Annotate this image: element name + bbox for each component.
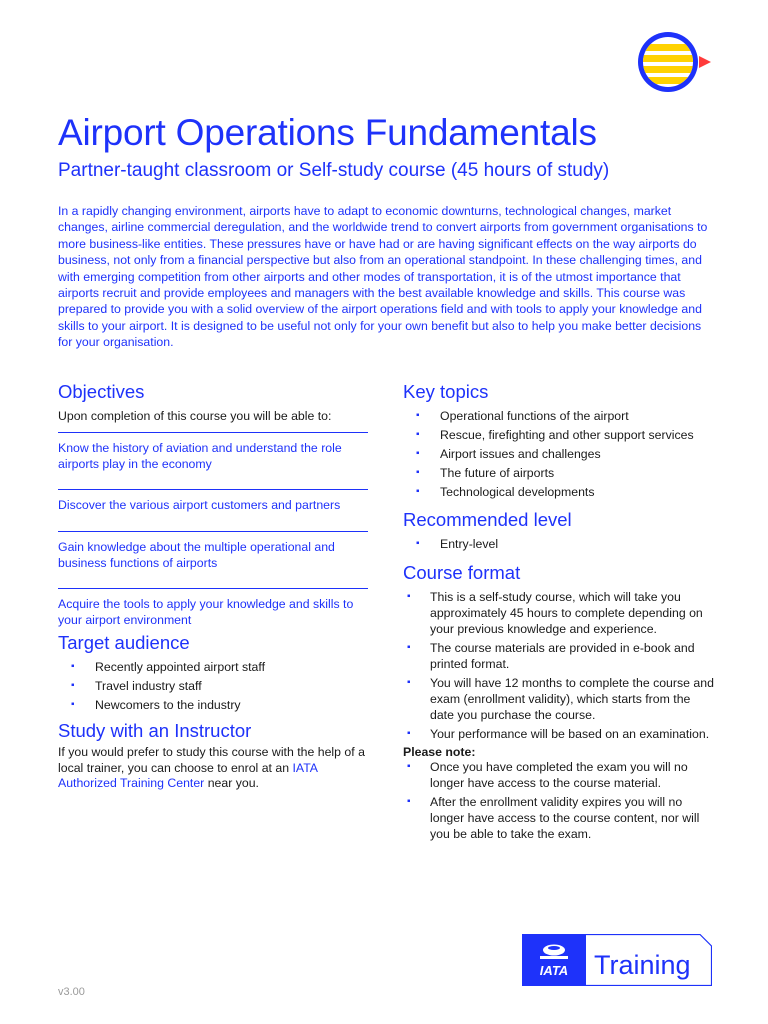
iata-emblem-icon (636, 30, 714, 94)
instructor-text: If you would prefer to study this course with the help of a local trainer, you can choose to enrol at an IATA Authorized Training Center near you. (58, 745, 365, 790)
list-item: ▪ This is a self-study course, which will take you approximately 45 hours to complete depending on your previous knowledge and experience. (407, 590, 703, 636)
list-item: ▪ The course materials are provided in e-book and printed format. (407, 641, 695, 671)
page-subtitle: Partner-taught classroom or Self-study course (45 hours of study) (58, 160, 610, 181)
training-center-link[interactable]: IATA Authorized Training Center (58, 760, 318, 790)
list-item: ▪ Entry-level (416, 537, 499, 551)
bullet-icon: ▪ (407, 796, 411, 807)
list-item: ▪ After the enrollment validity expires you will no longer have access to the course content, nor will you be able to take the exam. (407, 795, 700, 841)
list-item: ▪ Your performance will be based on an examination. (407, 727, 710, 741)
recommended-level-list (403, 536, 715, 552)
list-item: ▪ Rescue, firefighting and other support services (416, 428, 694, 442)
list-item: ▪ Operational functions of the airport (416, 409, 629, 423)
list-item: ▪ You will have 12 months to complete the course and exam (enrollment validity), which starts from the date you purchase the course. (407, 676, 714, 722)
bullet-icon: ▪ (407, 728, 411, 739)
intro-paragraph: In a rapidly changing environment, airports have to adapt to economic downturns, technological changes, market changes, airline commercial deregulation, and the worldwide trend to convert airports from government organisations to more business-like entities. These pressures have or have had or are having significant effects on the way airports do business, not only from a financial perspective but also from an operational standpoint. In these challenging times, and with emerging competition from other airports and other modes of transportation, it is of the utmost importance that airports recruit and provide employees and managers with the best available knowledge and skills. This course was prepared to provide you with a solid overview of the airport operations field and with tools to apply your knowledge and skills to your airport. It is designed to be useful not only for your own benefit but also to help you make better decisions for your organisation. (58, 204, 708, 350)
list-item: ▪ Recently appointed airport staff (71, 660, 265, 674)
bullet-icon: ▪ (416, 410, 420, 421)
bullet-icon: ▪ (416, 538, 420, 549)
bullet-icon: ▪ (407, 642, 411, 653)
target-audience-heading: Target audience (58, 632, 190, 653)
key-topics-list (403, 408, 715, 500)
objective-item: Acquire the tools to apply your knowledge and skills to your airport environment (58, 588, 368, 631)
bullet-icon: ▪ (407, 761, 411, 772)
objectives-lead: Upon completion of this course you will be able to: (58, 409, 332, 423)
bullet-icon: ▪ (416, 429, 420, 440)
bullet-icon: ▪ (416, 448, 420, 459)
objective-item: Discover the various airport customers and partners (58, 489, 368, 531)
objectives-heading: Objectives (58, 381, 145, 402)
page-title: Airport Operations Fundamentals (58, 112, 597, 153)
bullet-icon: ▪ (71, 699, 75, 710)
list-item: ▪ Once you have completed the exam you will no longer have access to the course material. (407, 760, 688, 790)
bullet-icon: ▪ (416, 486, 420, 497)
objective-item: Know the history of aviation and understand the role airports play in the economy (58, 432, 368, 489)
list-item: ▪ Airport issues and challenges (416, 447, 601, 461)
left-column (58, 380, 368, 792)
note-list (403, 759, 715, 842)
instructor-heading: Study with an Instructor (58, 720, 252, 741)
course-format-heading: Course format (403, 562, 521, 583)
objectives-list (58, 432, 368, 631)
list-item: ▪ Travel industry staff (71, 679, 202, 693)
key-topics-heading: Key topics (403, 381, 489, 402)
please-note-label: Please note: (403, 745, 476, 759)
course-format-list (403, 589, 715, 742)
version-label: v3.00 (58, 986, 85, 998)
bullet-icon: ▪ (407, 591, 411, 602)
iata-training-logo (522, 934, 712, 986)
recommended-level-heading: Recommended level (403, 509, 572, 530)
bullet-icon: ▪ (71, 661, 75, 672)
list-item: ▪ Technological developments (416, 485, 595, 499)
bullet-icon: ▪ (407, 677, 411, 688)
objective-item: Gain knowledge about the multiple operational and business functions of airports (58, 531, 368, 588)
list-item: ▪ The future of airports (416, 466, 555, 480)
bullet-icon: ▪ (71, 680, 75, 691)
svg-text:Training: Training (594, 950, 691, 980)
right-column (403, 380, 715, 845)
list-item: ▪ Newcomers to the industry (71, 698, 241, 712)
svg-text:IATA: IATA (539, 963, 569, 978)
bullet-icon: ▪ (416, 467, 420, 478)
target-audience-list (58, 659, 368, 713)
